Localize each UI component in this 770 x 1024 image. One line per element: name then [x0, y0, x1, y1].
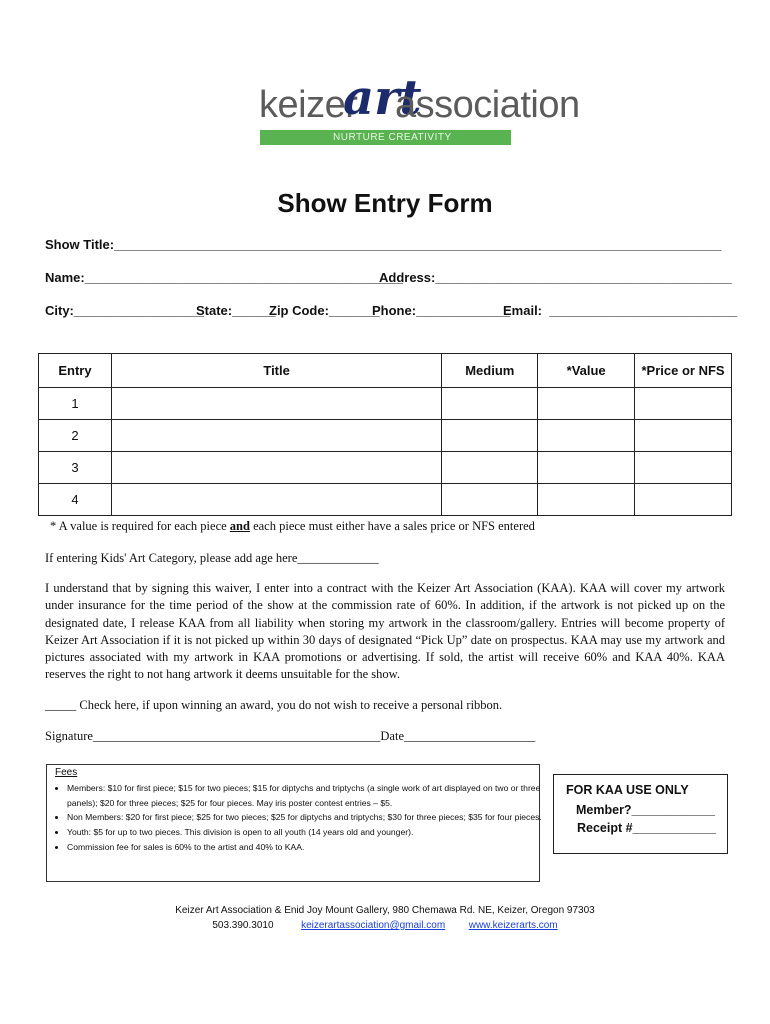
address-field[interactable]: Address:_________________________________________: [379, 270, 732, 285]
value-cell[interactable]: [538, 420, 635, 452]
footer-website-link[interactable]: www.keizerarts.com: [468, 920, 558, 931]
fees-title: Fees: [55, 767, 78, 778]
medium-cell[interactable]: [442, 420, 538, 452]
logo-tagline: NURTURE CREATIVITY: [333, 132, 452, 143]
value-note-emphasis: and: [229, 519, 250, 533]
page-title: Show Entry Form: [277, 188, 493, 218]
name-field[interactable]: Name:____________________________________________: [45, 270, 403, 285]
value-cell[interactable]: [538, 484, 635, 516]
title-cell[interactable]: [111, 484, 441, 516]
medium-cell[interactable]: [442, 452, 538, 484]
table-row: [39, 452, 732, 484]
phone-field[interactable]: Phone:_____________: [372, 303, 511, 318]
entries-table: [38, 353, 732, 516]
column-header-title: Title: [111, 354, 441, 388]
kids-age-note[interactable]: If entering Kids' Art Category, please add age here_____________: [45, 551, 379, 565]
table-row: [39, 420, 732, 452]
kaa-box-title: FOR KAA USE ONLY: [566, 783, 689, 797]
table-row: [39, 484, 732, 516]
receipt-field[interactable]: Receipt #____________: [577, 821, 717, 835]
fee-item-commission: • Commission fee for sales is 60% to the artist and 40% to KAA.: [67, 840, 542, 855]
value-note-text-end: each piece must either have a sales price or NFS entered: [249, 519, 535, 533]
signature-date-line[interactable]: Signature______________________________________________Date_____________________: [45, 729, 536, 743]
column-header-price: *Price or NFS: [635, 354, 732, 388]
footer-address: Keizer Art Association & Enid Joy Mount Gallery, 980 Chemawa Rd. NE, Keizer, Oregon 97303: [175, 905, 595, 916]
title-cell[interactable]: [111, 452, 441, 484]
logo-word-art: art: [343, 70, 422, 126]
fee-item-youth: • Youth: $5 for up to two pieces. This division is open to all youth (14 years old and younger).: [67, 825, 542, 840]
footer-phone: 503.390.3010: [212, 920, 274, 931]
show-title-field[interactable]: Show Title:____________________________________________________________________________________: [45, 237, 722, 252]
price-cell[interactable]: [635, 388, 732, 420]
fee-item-non-members: • Non Members: $20 for first piece; $25 for two pieces; $25 for diptychs and triptychs; $30 for three pieces; $35 for four pieces.: [67, 810, 542, 825]
table-row: [39, 388, 732, 420]
fee-item-members: • Members: $10 for first piece; $15 for two pieces; $15 for diptychs and triptychs (a single work of art displayed on two or three panels); $20 for three pieces; $25 for four pieces. May iris poster contest entries – $5.: [67, 781, 542, 810]
email-field[interactable]: Email: __________________________: [503, 303, 738, 318]
logo-word-association: association: [395, 84, 580, 126]
value-cell[interactable]: [538, 388, 635, 420]
zip-code-field[interactable]: Zip Code:_______: [269, 303, 380, 318]
value-note-text: * A value is required for each piece: [50, 519, 230, 533]
footer-contacts: [0, 920, 770, 931]
price-cell[interactable]: [635, 484, 732, 516]
medium-cell[interactable]: [442, 388, 538, 420]
kaa-use-only-box: [553, 774, 728, 854]
column-header-entry: Entry: [39, 354, 112, 388]
state-field[interactable]: State:______: [196, 303, 276, 318]
value-required-note: [50, 519, 535, 534]
medium-cell[interactable]: [442, 484, 538, 516]
logo: [259, 70, 580, 150]
price-cell[interactable]: [635, 420, 732, 452]
column-header-value: *Value: [538, 354, 635, 388]
fees-list: [55, 781, 542, 855]
member-field[interactable]: Member?____________: [576, 803, 715, 817]
footer-email-link[interactable]: keizerartassociation@gmail.com: [301, 920, 446, 931]
table-header-row: [39, 354, 732, 388]
price-cell[interactable]: [635, 452, 732, 484]
ribbon-opt-out[interactable]: _____ Check here, if upon winning an award, you do not wish to receive a personal ribbon.: [45, 698, 503, 712]
fees-box: [46, 764, 540, 882]
entry-number: 3: [39, 452, 112, 484]
column-header-medium: Medium: [442, 354, 538, 388]
entry-number: 4: [39, 484, 112, 516]
waiver-paragraph: I understand that by signing this waiver, I enter into a contract with the Keizer Art Association (KAA). KAA will cover my artwork under insurance for the time period of the show at the commission rate of 60%. In addition, if the artwork is not picked up on the designated date, I release KAA from all liability when storing my artwork in the classroom/gallery. Entries will become property of Keizer Art Association if it is not picked up within 30 days of designated “Pick Up” date on prospectus. KAA may use my artwork and pictures associated with my artwork in KAA promotions or advertising. If sold, the artist will receive 60% and KAA 40%. KAA reserves the right to not hang artwork it deems unsuitable for the show.: [45, 581, 725, 682]
title-cell[interactable]: [111, 388, 441, 420]
title-cell[interactable]: [111, 420, 441, 452]
entry-number: 2: [39, 420, 112, 452]
logo-word-keizer: keizer: [259, 84, 358, 126]
entry-number: 1: [39, 388, 112, 420]
city-field[interactable]: City:__________________: [45, 303, 205, 318]
value-cell[interactable]: [538, 452, 635, 484]
